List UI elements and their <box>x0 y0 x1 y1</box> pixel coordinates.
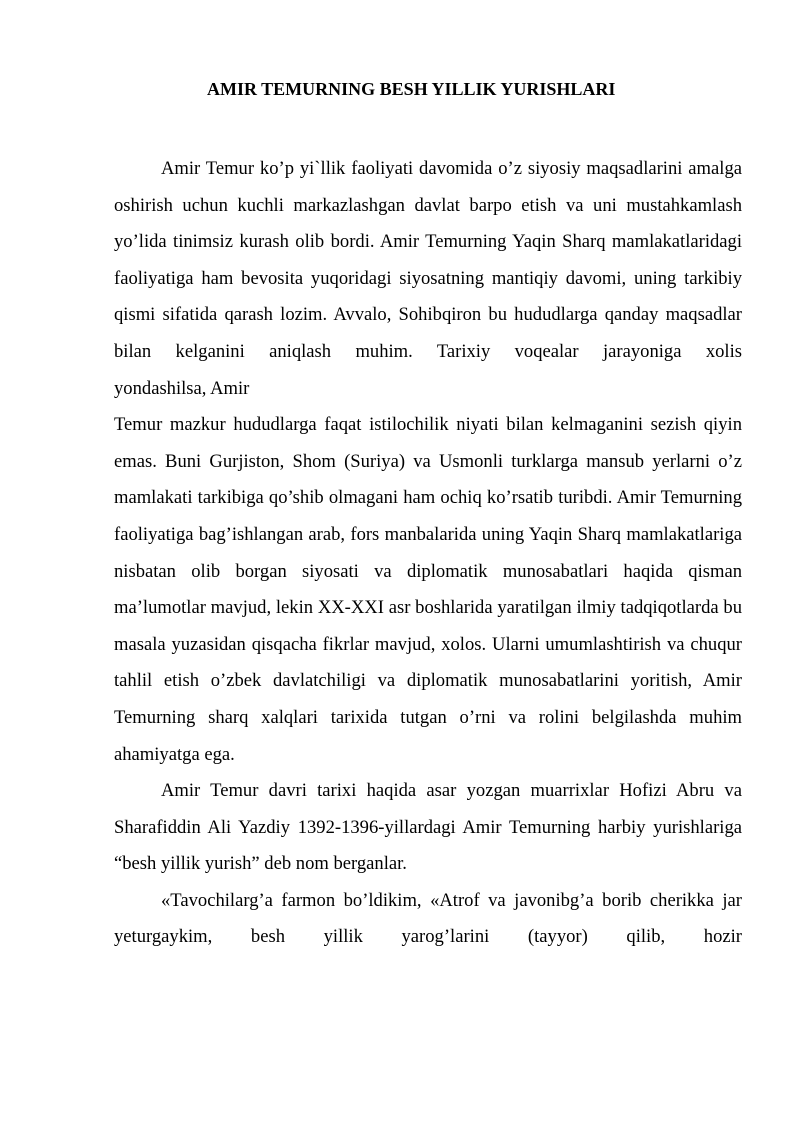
paragraph-4: «Tavochilarg’a farmon bo’ldikim, «Atrof va javonibg’a borib cherikka jar yeturgaykim, besh yillik yarog’larini (tayyor) qilib, hozir <box>114 889 742 948</box>
paragraph-1: Amir Temur ko’p yi`llik faoliyati davomida o’z siyosiy maqsadlarini amalga oshirish uchun kuchli markazlashgan davlat barpo etish va uni mustahkamlash yo’lida tinimsiz kurash olib bordi. Amir Temurning Yaqin Sharq mamlakatlaridagi faoliyatiga ham bevosita yuqoridagi siyosatning mantiqiy davomi, uning tarkibiy qismi sifatida qarash lozim. Avvalo, Sohibqiron bu hududlarga qanday maqsadlar bilan kelganini aniqlash muhim. Tarixiy voqealar jarayoniga xolis <box>114 158 742 362</box>
paragraph-2: Temur mazkur hududlarga faqat istilochilik niyati bilan kelmaganini sezish qiyin emas. Buni Gurjiston, Shom (Suriya) va Usmonli turklarga mansub yerlarni o’z mamlakati tarkibiga qo’shib olmagani ham ochiq ko’rsatib turibdi. Amir Temurning faoliyatiga bag’ishlangan arab, fors manbalarida uning Yaqin Sharq mamlakatlariga nisbatan olib borgan siyosati va diplomatik munosabatlari haqida qisman ma’lumotlar mavjud, lekin XX-XXI asr boshlarida yaratilgan ilmiy tadqiqotlarda bu masala yuzasidan qisqacha fikrlar mavjud, xolos. Ularni umumlashtirish va chuqur tahlil etish o’zbek davlatchiligi va diplomatik munosabatlarini yoritish, Amir Temurning sharq xalqlari tarixida tutgan o’rni va rolini belgilashda muhim ahamiyatga ega. <box>114 414 742 765</box>
document-title: AMIR TEMURNING BESH YILLIK YURISHLARI <box>207 79 616 99</box>
paragraph-3: Amir Temur davri tarixi haqida asar yozgan muarrixlar Hofizi Abru va Sharafiddin Ali Yazdiy 1392-1396-yillardagi Amir Temurning harbiy yurishlariga “besh yillik yurish” deb nom berganlar. <box>114 780 742 875</box>
document-body <box>114 151 742 956</box>
paragraph-1-continuation: yondashilsa, Amir <box>114 377 250 399</box>
